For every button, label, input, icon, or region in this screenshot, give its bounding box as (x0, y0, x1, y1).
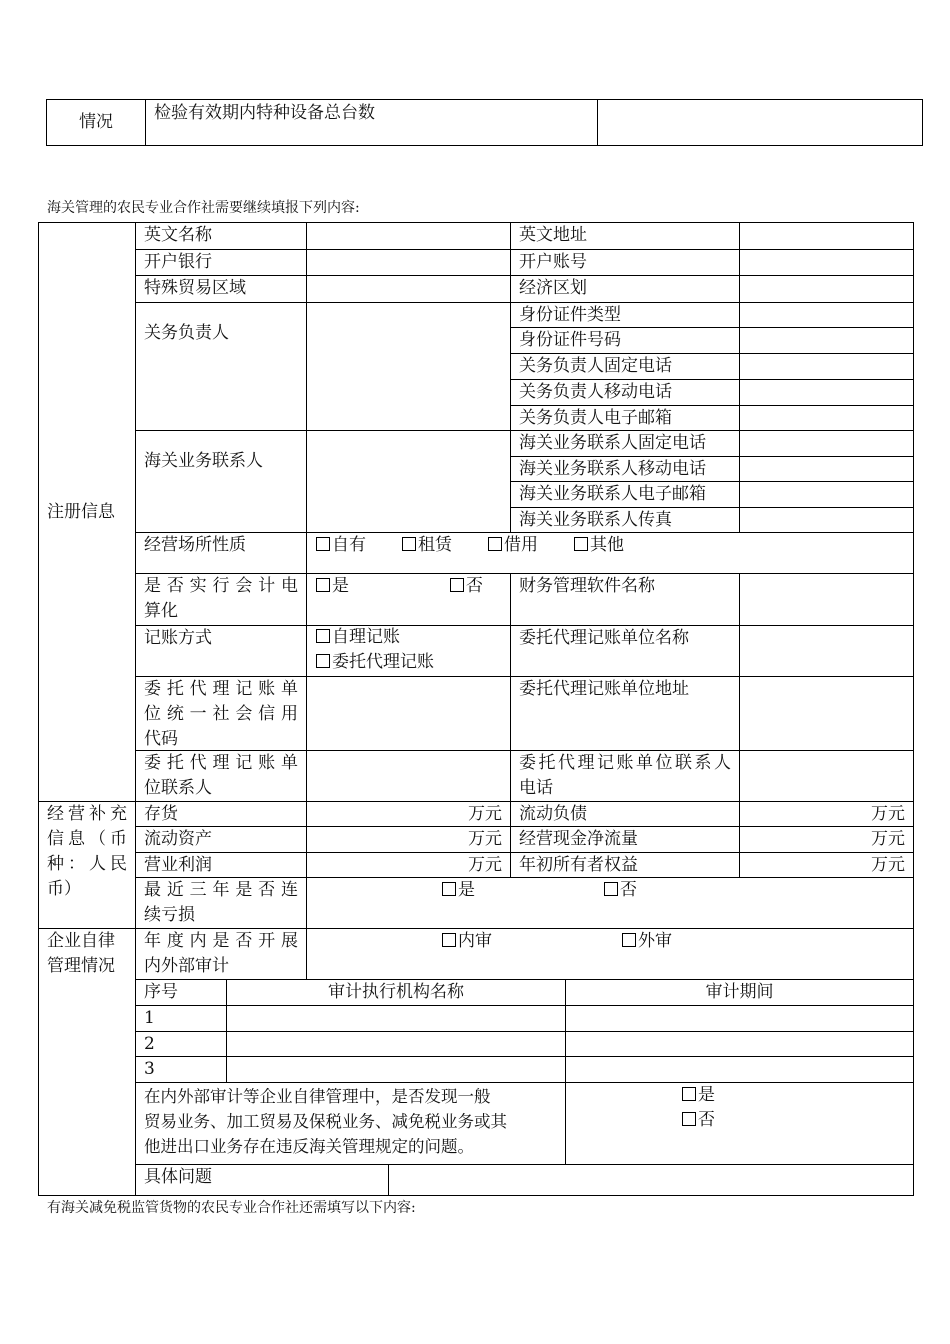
field-audit-question (306, 928, 914, 980)
label-contact-email: 海关业务联系人电子邮箱 (510, 481, 740, 508)
premises-option-lease[interactable]: 租赁 (402, 533, 452, 558)
label-audit-issue: 在内外部审计等企业自律管理中，是否发现一般 贸易业务、加工贸易及保税业务、减免税业务或其 他进出口业务存在违反海关管理规定的问题。 (135, 1082, 566, 1165)
field-special-zone[interactable] (306, 275, 511, 303)
label-current-liab: 流动负债 (510, 801, 740, 827)
audit-header-org: 审计执行机构名称 (226, 979, 566, 1006)
audit-row-period[interactable] (565, 1005, 914, 1032)
field-contact[interactable] (306, 430, 511, 533)
bookkeeping-option-self[interactable]: 自理记账 (316, 625, 400, 650)
label-agent-code: 委托代理记账单 位统一社会信用 代码 (135, 676, 307, 751)
label-bookkeeping: 记账方式 (135, 625, 307, 677)
checkbox-icon (604, 882, 618, 896)
footer-note: 有海关减免税监管货物的农民专业合作社还需填写以下内容: (47, 1200, 416, 1216)
field-id-type[interactable] (739, 302, 914, 328)
field-agent-code[interactable] (306, 676, 511, 751)
premises-option-borrow[interactable]: 借用 (488, 533, 538, 558)
premises-option-other[interactable]: 其他 (574, 533, 624, 558)
issue-option-no[interactable]: 否 (682, 1108, 715, 1133)
label-account: 开户账号 (510, 249, 740, 276)
field-eng-name[interactable] (306, 222, 511, 250)
label-op-profit: 营业利润 (135, 852, 307, 878)
field-agent-addr[interactable] (739, 676, 914, 751)
checkbox-icon (402, 537, 416, 551)
label-specific-issue: 具体问题 (135, 1164, 389, 1196)
field-owner-equity[interactable]: 万元 (739, 852, 914, 878)
audit-header-period: 审计期间 (565, 979, 914, 1006)
audit-option-external[interactable]: 外审 (622, 929, 672, 954)
label-premises: 经营场所性质 (135, 532, 307, 574)
audit-header-no: 序号 (135, 979, 227, 1006)
label-agent-name: 委托代理记账单位名称 (510, 625, 740, 677)
checkbox-icon (442, 882, 456, 896)
bookkeeping-option-agent[interactable]: 委托代理记账 (316, 650, 434, 675)
checkbox-icon (682, 1112, 696, 1126)
label-head-tel: 关务负责人固定电话 (510, 353, 740, 380)
field-audit-issue (565, 1082, 914, 1165)
checkbox-icon (316, 629, 330, 643)
field-contact-fax[interactable] (739, 507, 914, 533)
audit-row-no: 2 (135, 1031, 227, 1057)
audit-row-period[interactable] (565, 1056, 914, 1083)
audit-row-org[interactable] (226, 1005, 566, 1032)
top-item-cell: 检验有效期内特种设备总台数 (145, 99, 598, 146)
audit-row-no: 1 (135, 1005, 227, 1032)
label-econ-zone: 经济区划 (510, 275, 740, 303)
label-bank: 开户银行 (135, 249, 307, 276)
field-agent-contact[interactable] (306, 750, 511, 802)
field-head-mobile[interactable] (739, 379, 914, 406)
checkbox-icon (488, 537, 502, 551)
field-econ-zone[interactable] (739, 275, 914, 303)
label-id-no: 身份证件号码 (510, 327, 740, 354)
label-accounting: 是否实行会计电 算化 (135, 573, 307, 626)
audit-option-internal[interactable]: 内审 (442, 929, 492, 954)
checkbox-icon (574, 537, 588, 551)
checkbox-icon (622, 933, 636, 947)
field-op-cashflow[interactable]: 万元 (739, 826, 914, 853)
accounting-option-no[interactable]: 否 (450, 574, 483, 599)
audit-row-org[interactable] (226, 1031, 566, 1057)
field-head-email[interactable] (739, 405, 914, 431)
intro-note: 海关管理的农民专业合作社需要继续填报下列内容: (47, 200, 360, 216)
premises-option-own[interactable]: 自有 (316, 533, 366, 558)
loss-option-no[interactable]: 否 (604, 878, 637, 903)
label-owner-equity: 年初所有者权益 (510, 852, 740, 878)
label-head-email: 关务负责人电子邮箱 (510, 405, 740, 431)
issue-option-yes[interactable]: 是 (682, 1083, 715, 1108)
label-agent-contact-tel: 委托代理记账单位联系人 电话 (510, 750, 740, 802)
checkbox-icon (450, 578, 464, 592)
label-op-cashflow: 经营现金净流量 (510, 826, 740, 853)
label-eng-addr: 英文地址 (510, 222, 740, 250)
top-value-cell[interactable] (597, 99, 923, 146)
field-customs-head[interactable] (306, 302, 511, 431)
checkbox-icon (316, 654, 330, 668)
field-id-no[interactable] (739, 327, 914, 354)
field-specific-issue[interactable] (388, 1164, 914, 1196)
field-fin-software[interactable] (739, 573, 914, 626)
field-contact-email[interactable] (739, 481, 914, 508)
checkbox-icon (682, 1087, 696, 1101)
checkbox-icon (442, 933, 456, 947)
checkbox-icon (316, 537, 330, 551)
label-inventory: 存货 (135, 801, 307, 827)
field-agent-contact-tel[interactable] (739, 750, 914, 802)
audit-row-period[interactable] (565, 1031, 914, 1057)
field-bank[interactable] (306, 249, 511, 276)
field-contact-mobile[interactable] (739, 456, 914, 482)
label-contact-fax: 海关业务联系人传真 (510, 507, 740, 533)
section-business-info: 经营补充 信息（币 种：人民 币） (38, 801, 136, 929)
section-self-discipline: 企业自律 管理情况 (38, 928, 136, 1196)
label-customs-head: 关务负责人 (135, 302, 307, 431)
field-current-assets[interactable]: 万元 (306, 826, 511, 853)
field-agent-name[interactable] (739, 625, 914, 677)
label-current-assets: 流动资产 (135, 826, 307, 853)
field-inventory[interactable]: 万元 (306, 801, 511, 827)
label-audit-question: 年度内是否开展 内外部审计 (135, 928, 307, 980)
checkbox-icon (316, 578, 330, 592)
field-op-profit[interactable]: 万元 (306, 852, 511, 878)
audit-row-org[interactable] (226, 1056, 566, 1083)
label-fin-software: 财务管理软件名称 (510, 573, 740, 626)
section-registration: 注册信息 (38, 222, 136, 802)
top-label-cell: 情况 (46, 99, 146, 146)
accounting-option-yes[interactable]: 是 (316, 574, 349, 599)
label-agent-contact: 委托代理记账单 位联系人 (135, 750, 307, 802)
label-eng-name: 英文名称 (135, 222, 307, 250)
label-special-zone: 特殊贸易区域 (135, 275, 307, 303)
label-contact-mobile: 海关业务联系人移动电话 (510, 456, 740, 482)
label-contact-tel: 海关业务联系人固定电话 (510, 430, 740, 457)
label-id-type: 身份证件类型 (510, 302, 740, 328)
field-current-liab[interactable]: 万元 (739, 801, 914, 827)
label-head-mobile: 关务负责人移动电话 (510, 379, 740, 406)
field-eng-addr[interactable] (739, 222, 914, 250)
field-contact-tel[interactable] (739, 430, 914, 457)
label-contact: 海关业务联系人 (135, 430, 307, 533)
label-consecutive-loss: 最近三年是否连 续亏损 (135, 877, 307, 929)
loss-option-yes[interactable]: 是 (442, 878, 475, 903)
audit-row-no: 3 (135, 1056, 227, 1083)
field-account[interactable] (739, 249, 914, 276)
field-head-tel[interactable] (739, 353, 914, 380)
label-agent-addr: 委托代理记账单位地址 (510, 676, 740, 751)
